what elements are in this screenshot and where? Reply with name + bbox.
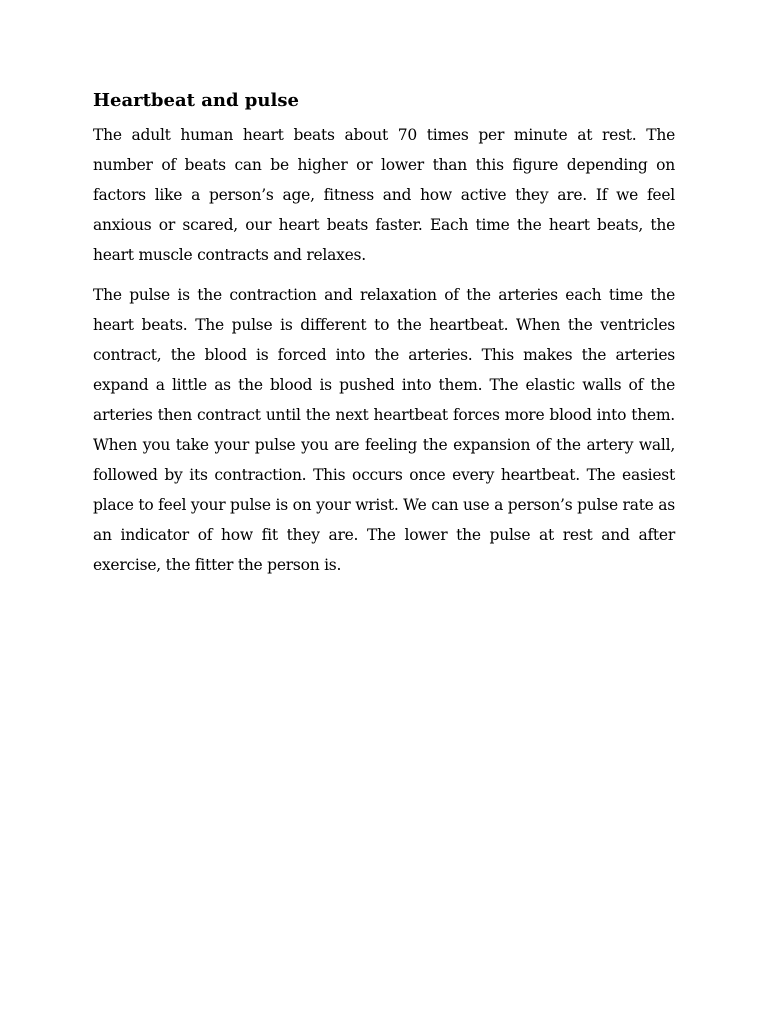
paragraph-heartbeat: The adult human heart beats about 70 times per minute at rest. The number of beats can be higher or lower than this figure depending on factors like a person’s age, fitness and how active they are. If we feel anxious or scared, our heart beats faster. Each time the heart beats, the heart muscle contracts and relaxes.	[93, 126, 675, 264]
document-body	[93, 86, 675, 590]
paragraph-pulse: The pulse is the contraction and relaxation of the arteries each time the heart beats. The pulse is different to the heartbeat. When the ventricles contract, the blood is forced into the arteries. This makes the arteries expand a little as the blood is pushed into them. The elastic walls of the arteries then contract until the next heartbeat forces more blood into them. When you take your pulse you are feeling the expansion of the artery wall, followed by its contraction. This occurs once every heartbeat. The easiest place to feel your pulse is on your wrist. We can use a person’s pulse rate as an indicator of how fit they are. The lower the pulse at rest and after exercise, the fitter the person is.	[93, 286, 675, 574]
document-title: Heartbeat and pulse	[93, 90, 299, 111]
